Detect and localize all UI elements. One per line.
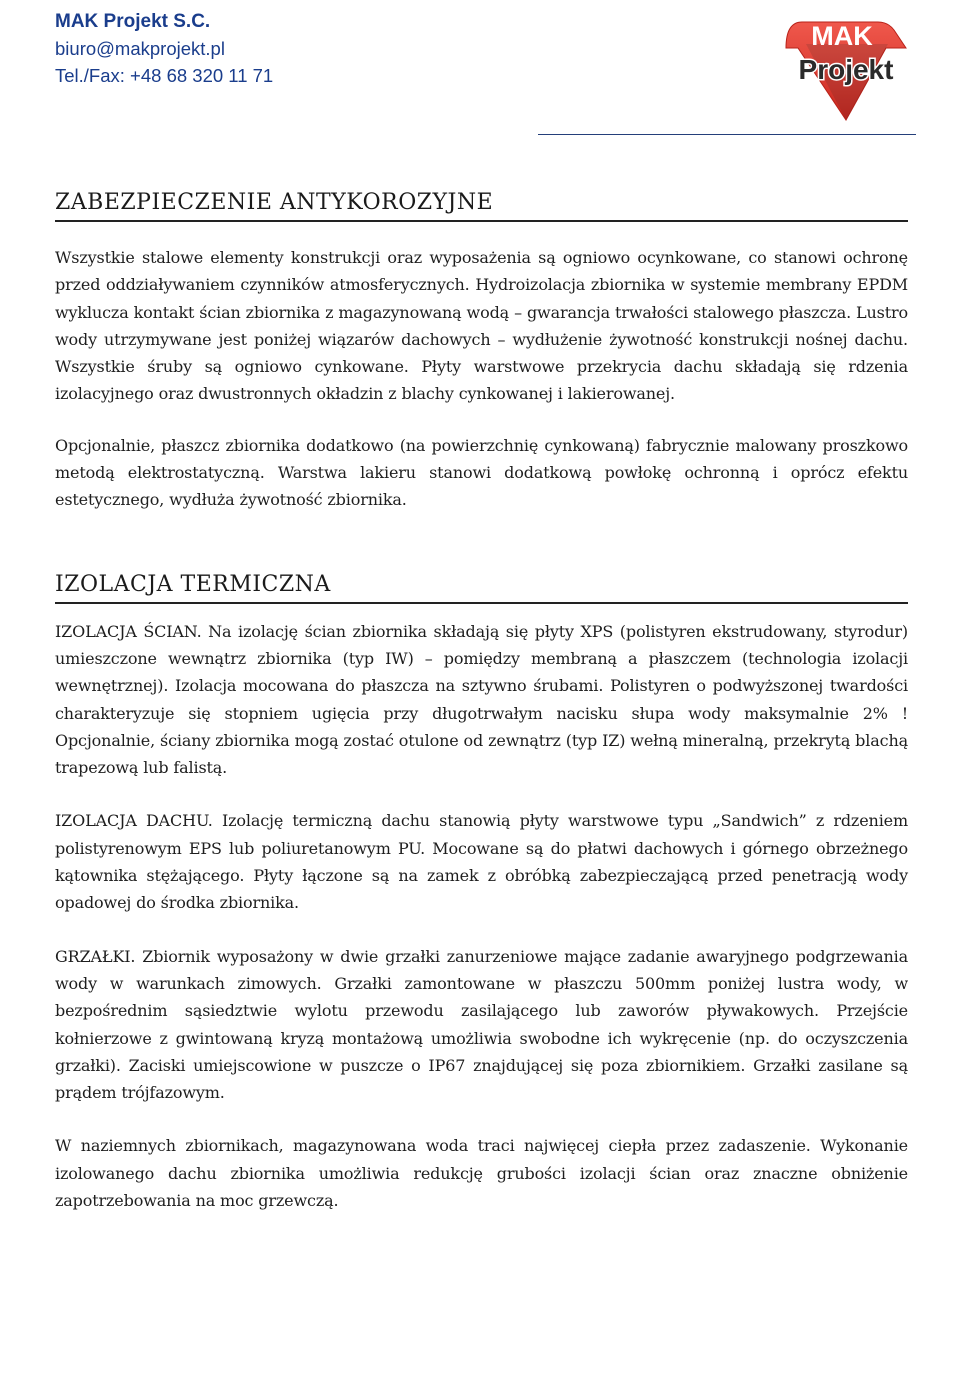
- mak-projekt-logo-icon: [784, 12, 908, 124]
- paragraph: Opcjonalnie, płaszcz zbiornika dodatkowo (na powierzchnię cynkowaną) fabrycznie malowany proszkowo metodą elektrostatyczną. Warstwa lakieru stanowi dodatkową powłokę ochronną i oprócz efektu estetycznego, wydłuża żywotność zbiornika.: [55, 435, 908, 510]
- company-header: [55, 8, 273, 89]
- paragraph-heat-loss: W naziemnych zbiornikach, magazynowana woda traci najwięcej ciepła przez zadaszenie. Wykonanie izolowanego dachu zbiornika umożliwia redukcję grubości izolacji ścian oraz znaczne obniżenie zapotrzebowania na moc grzewczą.: [55, 1136, 908, 1211]
- company-phone: Tel./Fax: +48 68 320 11 71: [55, 65, 274, 86]
- document-body: [55, 190, 908, 1214]
- company-name: MAK Projekt S.C.: [55, 11, 211, 32]
- section-title-anticorrosion: ZABEZPIECZENIE ANTYKOROZYJNE: [55, 190, 908, 222]
- company-email[interactable]: biuro@makprojekt.pl: [55, 38, 225, 59]
- logo-text-mak: MAK: [811, 21, 873, 51]
- paragraph-wall-insulation: IZOLACJA ŚCIAN. Na izolację ścian zbiornika składają się płyty XPS (polistyren ekstrudowany, styrodur) umieszczone wewnątrz zbiornika (typ IW) – pomiędzy membraną a płaszczem (technologia izolacji wewnętrznej). Izolacja mocowana do płaszcza na sztywno śrubami. Polistyren o podwyższonej twardości charakteryzuje się stopniem ugięcia przy długotrwałym nacisku słupa wody maksymalnie 2% ! Opcjonalnie, ściany zbiornika mogą zostać otulone od zewnątrz (typ IZ) wełną mineralną, przekrytą blachą trapezową lub falistą.: [55, 621, 908, 778]
- paragraph-heaters: GRZAŁKI. Zbiornik wyposażony w dwie grzałki zanurzeniowe mające zadanie awaryjnego podgrzewania wody w warunkach zimowych. Grzałki zamontowane w płaszczu 500mm poniżej lustra wody, w bezpośrednim sąsiedztwie wylotu przewodu zasilającego lub zaworów pływakowych. Przejście kołnierzowe z gwintowaną kryzą montażową umożliwia swobodne ich wykręcenie (np. do oczyszczenia grzałki). Zaciski umiejscowione w puszcze o IP67 znajdującej się poza zbiornikiem. Grzałki zasilane są prądem trójfazowym.: [55, 946, 908, 1103]
- section-thermal-insulation: [55, 572, 908, 1215]
- header-divider: [538, 134, 916, 135]
- company-logo: [784, 12, 908, 124]
- section-title-thermal-insulation: IZOLACJA TERMICZNA: [55, 572, 908, 604]
- paragraph-roof-insulation: IZOLACJA DACHU. Izolację termiczną dachu stanowią płyty warstwowe typu „Sandwich” z rdzeniem polistyrenowym EPS lub poliuretanowym PU. Mocowane są do płatwi dachowych i górnego obrzeżnego kątownika stężającego. Płyty łączone są na zamek z obróbką zabezpieczającą przed penetracją wody opadowej do środka zbiornika.: [55, 811, 908, 913]
- paragraph: Wszystkie stalowe elementy konstrukcji oraz wyposażenia są ogniowo ocynkowane, co stanowi ochronę przed oddziaływaniem czynników atmosferycznych. Hydroizolacja zbiornika w systemie membrany EPDM wyklucza kontakt ścian zbiornika z magazynowaną wodą – gwarancja trwałości stalowego płaszcza. Lustro wody utrzymywane jest poniżej wiązarów dachowych – wydłużenie żywotność konstrukcji nośnej dachu. Wszystkie śruby są ogniowo cynkowane. Płyty warstwowe przekrycia dachu składają się rdzenia izolacyjnego oraz dwustronnych okładzin z blachy cynkowanej i lakierowanej.: [55, 248, 908, 404]
- logo-text-projekt: Projekt: [798, 54, 894, 85]
- section-anticorrosion: [55, 190, 908, 514]
